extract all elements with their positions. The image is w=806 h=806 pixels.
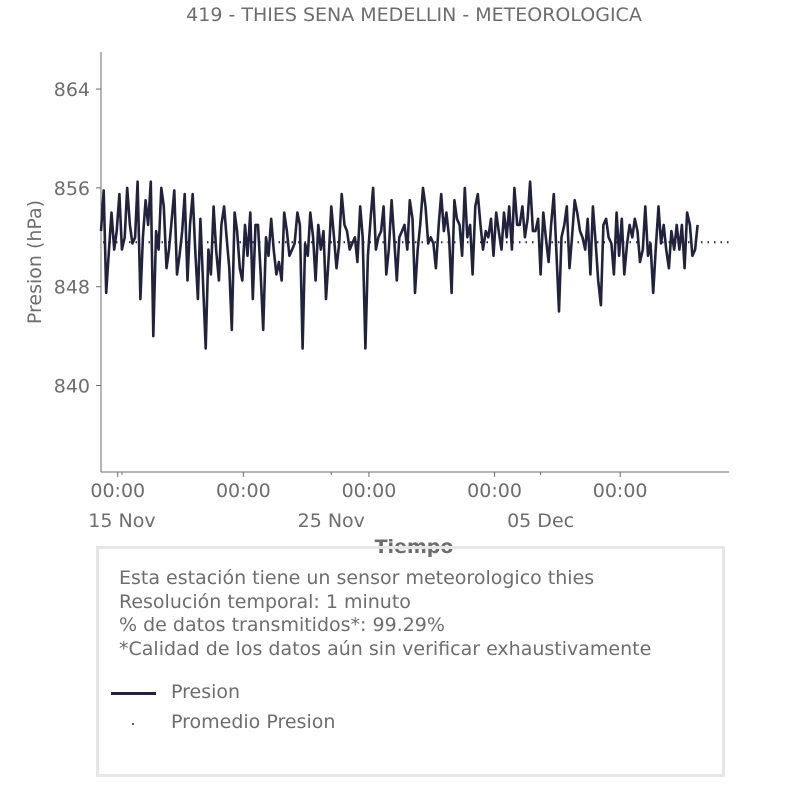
info-line-quality: *Calidad de los datos aún sin verificar exhaustivamente <box>119 637 652 660</box>
y-tick-label: 840 <box>53 375 90 398</box>
legend-dot-swatch <box>132 723 134 725</box>
info-box <box>96 546 725 777</box>
info-line-transmitted: % de datos transmitidos*: 99.29% <box>119 614 445 636</box>
legend-item-presion <box>171 681 240 703</box>
x-major-tick-label: 25 Nov <box>297 510 365 532</box>
info-text <box>119 567 651 661</box>
x-minor-tick-label: 00:00 <box>90 480 146 502</box>
chart-title: 419 - THIES SENA MEDELLIN - METEOROLOGICA <box>186 4 642 26</box>
legend-line-swatch <box>111 692 156 695</box>
x-major-tick-label: 15 Nov <box>88 510 156 532</box>
x-minor-tick-label: 00:00 <box>592 480 648 502</box>
info-line-station: Esta estación tiene un sensor meteorologico thies <box>119 567 595 589</box>
legend-label-promedio: Promedio Presion <box>171 711 336 733</box>
info-line-resolution: Resolución temporal: 1 minuto <box>119 590 411 613</box>
x-minor-tick-label: 00:00 <box>341 480 397 502</box>
series-line-presion <box>101 182 698 349</box>
plot-area <box>54 52 729 532</box>
legend-label-presion: Presion <box>171 681 241 703</box>
legend-item-promedio <box>171 711 335 733</box>
x-minor-tick-label: 00:00 <box>215 480 271 502</box>
x-major-tick-label: 05 Dec <box>507 510 575 532</box>
y-tick-label: 848 <box>53 276 90 299</box>
x-axis-label: Tiempo <box>374 536 454 558</box>
x-minor-tick-label: 00:00 <box>467 480 522 502</box>
y-tick-label: 856 <box>53 177 90 200</box>
y-tick-label: 864 <box>53 79 90 102</box>
y-axis-label: Presion (hPa) <box>24 199 46 325</box>
